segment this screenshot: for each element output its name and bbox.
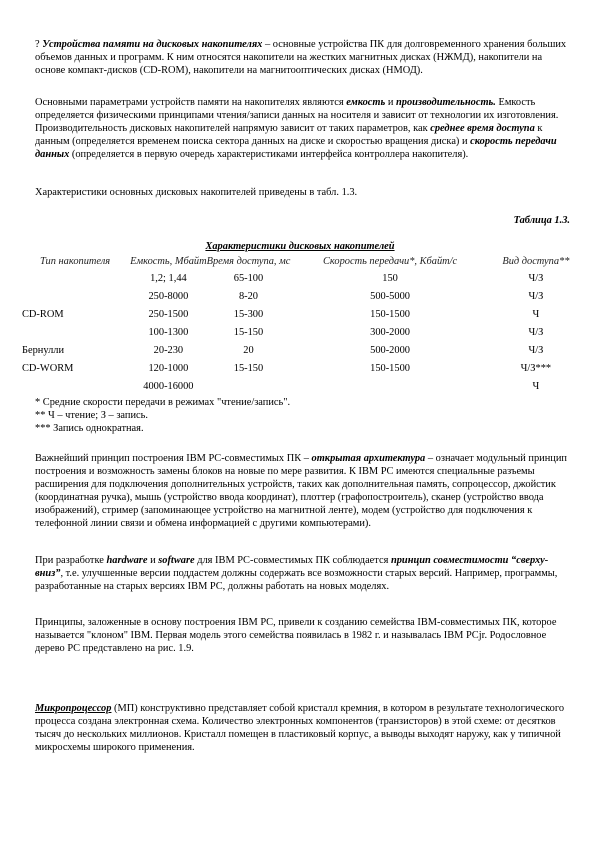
microprocessor-paragraph: Микропроцессор (МП) конструктивно представляет собой кристалл кремния, в котором в результате технологического процесса создана электронная схема. Количество электронных компонентов (транзисторов) в этой схеме: от десятков тысяч до нескольких миллионов. Кристалл помещен в пластиковый корпус, а выводы выходят наружу, как у типичной микросхемы широкого применения. — [35, 703, 565, 754]
table-row: 1,2; 1,44 65-100 150 Ч/З — [150, 273, 544, 285]
intro-lead: ? — [35, 39, 43, 50]
table-reference: Характеристики основных дисковых накопителей приведены в табл. 1.3. — [35, 187, 358, 198]
table-notes — [35, 396, 570, 435]
term-access-time: среднее время доступа — [430, 123, 535, 135]
note-once: *** Запись однократная. — [35, 423, 144, 435]
disk-characteristics-table — [22, 254, 582, 396]
architecture-paragraph: Важнейший принцип построения IBM PC-совместимых ПК – открытая архитектура – означает модульный принцип построения и возможность замены блоков на новые по мере развития. К IBM PC имеются специальные разъемы расширения для подключения дополнительных устройств, таких как дополнительная память, сопроцессор, джойстик (координатная ручка), мышь (устройство ввода координат), плоттер (графопостроитель), сканер (устройство ввода изображений), стример (запоминающее устройство на магнитной ленте), модем (устройство для подключения к телефонной линии связи и обмена информацией с другими компьютерами). — [35, 453, 567, 530]
table-row: CD-WORM 120-1000 15-150 150-1500 Ч/З*** — [22, 363, 552, 375]
table-row: Бернулли 20-230 20 500-2000 Ч/З — [22, 345, 544, 357]
note-transfer: * Средние скорости передачи в режимах "чтение/запись". — [35, 397, 291, 408]
table-header-row — [22, 254, 582, 270]
term-compatibility: принцип совместимости “сверху-вниз” — [35, 555, 549, 580]
compatibility-paragraph: При разработке hardware и software для IBM PC-совместимых ПК соблюдается принцип совместимости “сверху-вниз”, т.е. улучшенные версии поддастем должны содержать все возможности старых версий. Например, программы, разработанные на старых версиях IBM PC, должны работать на новых моделях. — [35, 555, 558, 593]
term-open-architecture: открытая архитектура — [311, 453, 426, 464]
header-capacity: Емкость, Мбайт — [130, 256, 207, 268]
intro-paragraph — [35, 38, 570, 77]
table-row: 250-8000 8-20 500-5000 Ч/З — [148, 291, 544, 303]
term-transfer-rate: скорость передачи данных — [35, 136, 557, 161]
clone-paragraph: Принципы, заложенные в основу построения IBM PC, привели к созданию семейства IBM-совместимых ПК, которое называется "клоном" IBM. Первая модель этого семейства появилась в 1982 г. и называлась IBM PCjr. Родословное дерево PC представлено на рис. 1.9. — [35, 617, 557, 655]
term-software: software — [158, 555, 195, 566]
params-paragraph: Основными параметрами устройств памяти на накопителях являются емкость и производительность. Емкость определяется физическими принципами чтения/записи данных на носителя и зависит от технологии их изготовления. Производительность дисковых накопителей напрямую зависит от таких параметров, как среднее время доступа к данным (определяется временем поиска сектора данных на диске и скоростью вращения диска) и скорость передачи данных (определяется в первую очередь характеристиками интерфейса контроллера накопителя). — [35, 97, 559, 161]
table-row: CD-ROM 250-1500 15-300 150-1500 Ч — [22, 309, 540, 321]
term-performance: производительность. — [395, 97, 496, 108]
table-row: 100-1300 15-150 300-2000 Ч/З — [148, 327, 544, 339]
term-disk-storage: Устройства памяти на дисковых накопителях — [42, 39, 263, 50]
note-access: ** Ч – чтение; З – запись. — [35, 410, 148, 422]
intro-text: – основные устройства ПК для долговременного хранения больших объемов данных и программ. К ним относятся накопители на жестких магнитных дисках (НЖМД), накопители на основе компакт-дисков (CD-ROM), накопители на магнитооптических дисках (НМОД). — [35, 39, 567, 77]
table-title: Характеристики дисковых накопителей — [205, 241, 395, 252]
header-access-time: Время доступа, мс — [206, 256, 291, 268]
header-type: Тип накопителя — [40, 256, 111, 268]
header-transfer-rate: Скорость передачи*, Кбайт/с — [322, 256, 458, 268]
header-access-type: Вид доступа** — [502, 256, 570, 268]
term-microprocessor: Микропроцессор — [35, 703, 112, 714]
term-capacity: емкость — [346, 97, 386, 108]
term-hardware: hardware — [106, 555, 148, 566]
table-row: 4000-16000 Ч — [143, 381, 540, 393]
table-label: Таблица 1.3. — [513, 215, 570, 226]
